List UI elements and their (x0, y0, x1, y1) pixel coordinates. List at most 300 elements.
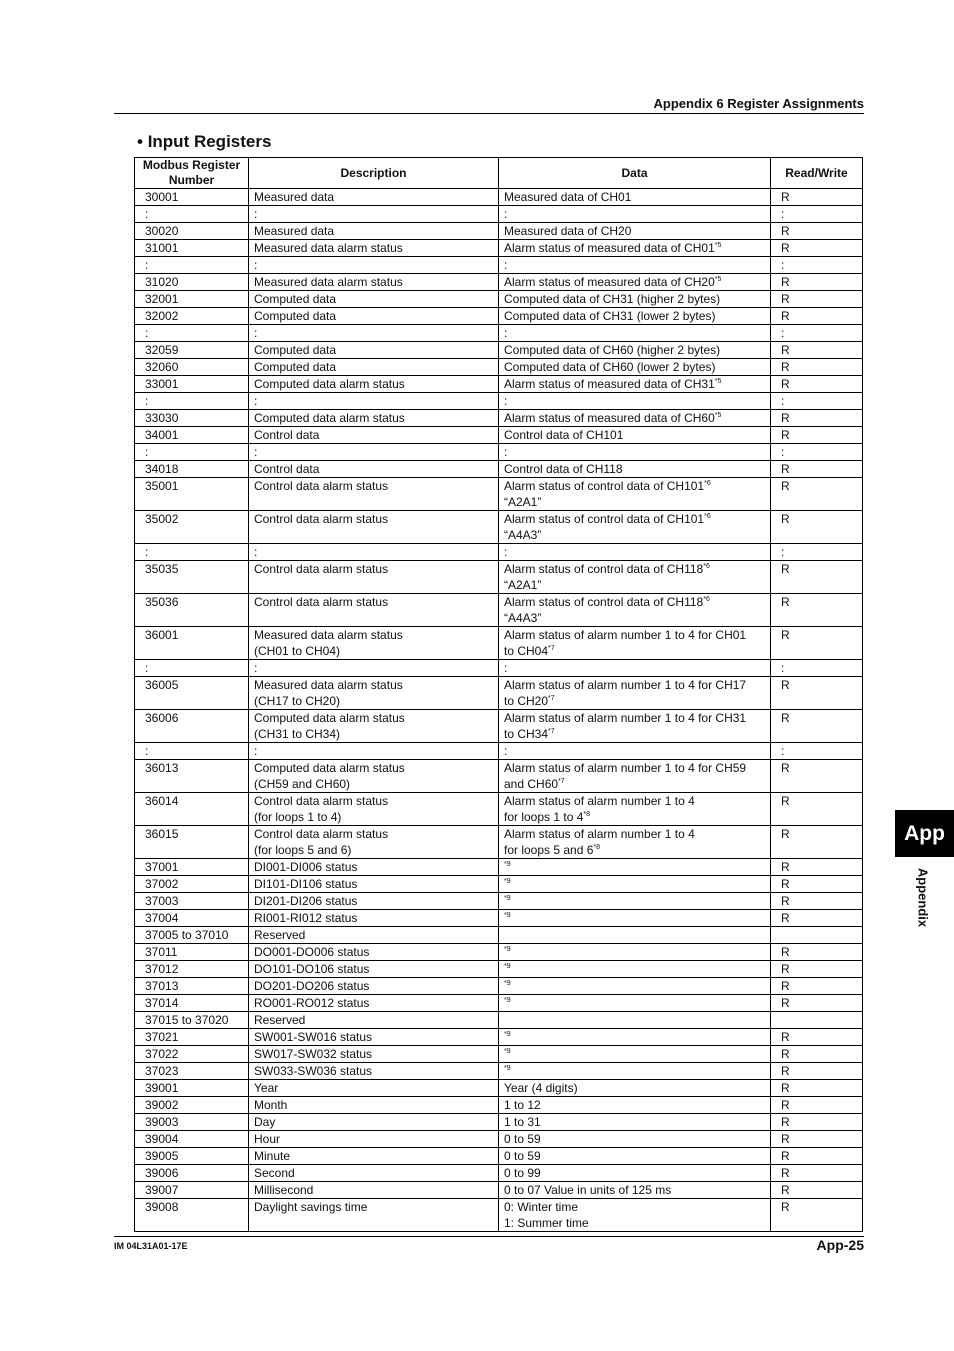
table-row (135, 274, 863, 291)
register-number-cell: 36014 (135, 793, 249, 826)
table-row (135, 461, 863, 478)
read-write-cell: : (771, 544, 863, 561)
data-cell (499, 1182, 771, 1199)
table-row (135, 410, 863, 427)
table-row (135, 677, 863, 710)
data-cell (499, 359, 771, 376)
data-line (504, 478, 765, 494)
data-line (504, 1080, 765, 1096)
description-cell (249, 325, 499, 342)
data-line-text: Alarm status of alarm number 1 to 4 (504, 794, 695, 808)
data-line (504, 809, 765, 825)
data-line (504, 643, 765, 659)
data-line-text: Alarm status of measured data of CH20 (504, 275, 715, 289)
data-line (504, 978, 765, 994)
description-line: DI101-DI106 status (254, 877, 358, 891)
footnote-ref: *9 (504, 1031, 511, 1038)
data-cell (499, 1148, 771, 1165)
data-line-text: Alarm status of alarm number 1 to 4 (504, 827, 695, 841)
register-number-cell: 34001 (135, 427, 249, 444)
data-line-text: : (504, 744, 508, 758)
table-row (135, 927, 863, 944)
data-line-text: Computed data of CH60 (higher 2 bytes) (504, 343, 721, 357)
data-cell (499, 511, 771, 544)
table-row (135, 826, 863, 859)
description-line: Control data (254, 462, 320, 476)
description-line: Measured data (254, 190, 335, 204)
footnote-ref: *7 (548, 728, 555, 735)
register-number-cell: : (135, 444, 249, 461)
register-number-cell: 35036 (135, 594, 249, 627)
description-line: Computed data (254, 343, 337, 357)
register-number-cell: : (135, 393, 249, 410)
read-write-cell: R (771, 1148, 863, 1165)
read-write-cell: R (771, 677, 863, 710)
read-write-cell: R (771, 274, 863, 291)
footnote-ref: *5 (714, 242, 722, 249)
description-line: Measured data (254, 224, 335, 238)
data-cell (499, 859, 771, 876)
data-line-text: to CH20 (504, 694, 549, 708)
data-line (504, 876, 765, 892)
data-cell (499, 1165, 771, 1182)
table-row (135, 257, 863, 274)
table-row (135, 1080, 863, 1097)
description-line: : (254, 326, 258, 340)
data-line (504, 240, 765, 256)
table-row (135, 961, 863, 978)
description-cell (249, 444, 499, 461)
data-line (504, 710, 765, 726)
register-number-cell: : (135, 325, 249, 342)
table-row (135, 393, 863, 410)
footnote-ref: *8 (583, 811, 591, 818)
description-line: : (254, 744, 258, 758)
data-cell (499, 1199, 771, 1232)
description-cell (249, 376, 499, 393)
register-number-cell: 30020 (135, 223, 249, 240)
register-number-cell: 37014 (135, 995, 249, 1012)
register-number-cell: 39004 (135, 1131, 249, 1148)
register-number-cell: 36005 (135, 677, 249, 710)
description-cell (249, 291, 499, 308)
data-cell (499, 189, 771, 206)
table-row (135, 660, 863, 677)
data-line-text: : (504, 394, 508, 408)
register-number-cell: 35001 (135, 478, 249, 511)
description-line: : (254, 258, 258, 272)
description-cell (249, 1097, 499, 1114)
footnote-ref: *9 (504, 912, 511, 919)
description-cell (249, 961, 499, 978)
read-write-cell: R (771, 793, 863, 826)
data-line-text: Year (4 digits) (504, 1081, 578, 1095)
description-cell (249, 544, 499, 561)
description-line: DO001-DO006 status (254, 945, 370, 959)
table-row (135, 544, 863, 561)
data-line (504, 461, 765, 477)
read-write-cell: R (771, 1131, 863, 1148)
description-line: Measured data alarm status (254, 275, 403, 289)
data-line (504, 893, 765, 909)
read-write-cell: : (771, 660, 863, 677)
read-write-cell: R (771, 561, 863, 594)
footnote-ref: *5 (714, 378, 722, 385)
data-cell (499, 478, 771, 511)
data-cell (499, 893, 771, 910)
data-cell (499, 627, 771, 660)
data-line (504, 944, 765, 960)
read-write-cell: R (771, 944, 863, 961)
data-line-text: 1 to 31 (504, 1115, 541, 1129)
description-line: Measured data alarm status (254, 628, 403, 642)
footnote-ref: *9 (504, 1065, 511, 1072)
register-number-cell: 36015 (135, 826, 249, 859)
data-cell (499, 342, 771, 359)
table-row (135, 308, 863, 325)
description-line: SW001-SW016 status (254, 1030, 373, 1044)
description-cell (249, 308, 499, 325)
description-cell (249, 1063, 499, 1080)
read-write-cell: R (771, 427, 863, 444)
description-line: (for loops 5 and 6) (254, 843, 352, 857)
register-number-cell: 36001 (135, 627, 249, 660)
data-line (504, 511, 765, 527)
data-cell (499, 978, 771, 995)
read-write-cell: R (771, 1097, 863, 1114)
footnote-ref: *9 (504, 980, 511, 987)
description-cell (249, 511, 499, 544)
register-number-cell: 37002 (135, 876, 249, 893)
table-row (135, 710, 863, 743)
data-cell (499, 1046, 771, 1063)
read-write-cell: R (771, 376, 863, 393)
table-row (135, 291, 863, 308)
table-row (135, 359, 863, 376)
data-line (504, 257, 765, 273)
description-line: Computed data (254, 360, 337, 374)
read-write-cell: R (771, 511, 863, 544)
description-line: : (254, 394, 258, 408)
data-line (504, 274, 765, 290)
data-cell (499, 944, 771, 961)
table-row (135, 743, 863, 760)
table-row (135, 427, 863, 444)
description-line: Computed data (254, 292, 337, 306)
description-cell (249, 1029, 499, 1046)
data-line-text: Alarm status of alarm number 1 to 4 for CH17 (504, 678, 747, 692)
data-line-text: Computed data of CH60 (lower 2 bytes) (504, 360, 716, 374)
table-row (135, 876, 863, 893)
description-line: DI001-DI006 status (254, 860, 358, 874)
data-line-text: 0 to 99 (504, 1166, 541, 1180)
data-line-text: Alarm status of control data of CH118 (504, 562, 704, 576)
data-line-text: Alarm status of alarm number 1 to 4 for CH31 (504, 711, 747, 725)
description-cell (249, 410, 499, 427)
register-number-cell: 35035 (135, 561, 249, 594)
read-write-cell: R (771, 1029, 863, 1046)
data-cell (499, 544, 771, 561)
description-cell (249, 461, 499, 478)
read-write-cell: : (771, 444, 863, 461)
table-row (135, 910, 863, 927)
register-number-cell: 33001 (135, 376, 249, 393)
data-line-text: 0 to 59 (504, 1132, 541, 1146)
table-row (135, 1199, 863, 1232)
description-line: Control data alarm status (254, 512, 389, 526)
data-line-text: Alarm status of measured data of CH60 (504, 411, 715, 425)
read-write-cell: R (771, 189, 863, 206)
description-cell (249, 1148, 499, 1165)
table-row (135, 342, 863, 359)
data-line (504, 760, 765, 776)
data-line-text: “A4A3” (504, 611, 542, 625)
description-cell (249, 594, 499, 627)
data-line (504, 793, 765, 809)
description-cell (249, 826, 499, 859)
table-row (135, 995, 863, 1012)
description-cell (249, 561, 499, 594)
bullet: • (137, 132, 143, 151)
description-line: (CH01 to CH04) (254, 644, 341, 658)
read-write-cell: R (771, 308, 863, 325)
table-row (135, 594, 863, 627)
description-line: Control data alarm status (254, 562, 389, 576)
description-cell (249, 223, 499, 240)
data-line (504, 1148, 765, 1164)
description-cell (249, 342, 499, 359)
data-line (504, 342, 765, 358)
table-row (135, 206, 863, 223)
read-write-cell: R (771, 1046, 863, 1063)
description-cell (249, 859, 499, 876)
description-cell (249, 995, 499, 1012)
register-number-cell: 37005 to 37010 (135, 927, 249, 944)
description-cell (249, 274, 499, 291)
data-line-text: Control data of CH101 (504, 428, 624, 442)
table-header-row (135, 158, 863, 189)
description-line: RI001-RI012 status (254, 911, 358, 925)
data-line-text: Measured data of CH01 (504, 190, 632, 204)
data-line (504, 627, 765, 643)
description-line: Measured data alarm status (254, 678, 403, 692)
data-line (504, 527, 765, 543)
read-write-cell: : (771, 325, 863, 342)
description-line: DO101-DO106 status (254, 962, 370, 976)
data-line-text: : (504, 661, 508, 675)
data-cell (499, 461, 771, 478)
description-cell (249, 927, 499, 944)
data-cell (499, 325, 771, 342)
description-line: Control data alarm status (254, 827, 389, 841)
read-write-cell: R (771, 291, 863, 308)
read-write-cell: R (771, 710, 863, 743)
footnote-ref: *7 (558, 778, 565, 785)
register-number-cell: 37015 to 37020 (135, 1012, 249, 1029)
description-line: Day (254, 1115, 276, 1129)
description-line: Control data alarm status (254, 794, 389, 808)
col-header-read-write: Read/Write (771, 158, 863, 189)
header-rule (114, 113, 864, 114)
footnote-ref: *9 (504, 963, 511, 970)
data-line-text: Alarm status of control data of CH101 (504, 512, 705, 526)
data-line (504, 726, 765, 742)
footnote-ref: *9 (504, 1048, 511, 1055)
data-line-text: “A4A3” (504, 528, 542, 542)
data-cell (499, 876, 771, 893)
data-line (504, 427, 765, 443)
description-cell (249, 978, 499, 995)
data-line (504, 325, 765, 341)
appendix-tab: App (895, 810, 954, 857)
description-line: : (254, 661, 258, 675)
data-cell (499, 793, 771, 826)
table-row (135, 1097, 863, 1114)
register-number-cell: 31020 (135, 274, 249, 291)
description-cell (249, 359, 499, 376)
description-cell (249, 427, 499, 444)
register-number-cell: 32001 (135, 291, 249, 308)
data-cell (499, 257, 771, 274)
register-number-cell: 32059 (135, 342, 249, 359)
data-cell (499, 1063, 771, 1080)
description-line: : (254, 445, 258, 459)
read-write-cell: : (771, 393, 863, 410)
data-line-text: and CH60 (504, 777, 559, 791)
table-row (135, 223, 863, 240)
data-cell (499, 274, 771, 291)
register-number-cell: 39005 (135, 1148, 249, 1165)
data-cell (499, 308, 771, 325)
description-line: SW033-SW036 status (254, 1064, 373, 1078)
data-line (504, 842, 765, 858)
table-row (135, 1012, 863, 1029)
read-write-cell: R (771, 627, 863, 660)
footnote-ref: *9 (504, 878, 511, 885)
data-line (504, 910, 765, 926)
description-line: Month (254, 1098, 288, 1112)
data-cell (499, 910, 771, 927)
description-line: (for loops 1 to 4) (254, 810, 342, 824)
table-row (135, 444, 863, 461)
description-cell (249, 1012, 499, 1029)
data-line (504, 393, 765, 409)
data-cell (499, 995, 771, 1012)
data-cell (499, 427, 771, 444)
description-cell (249, 1131, 499, 1148)
description-cell (249, 1199, 499, 1232)
read-write-cell: R (771, 223, 863, 240)
data-line-text: 0 to 59 (504, 1149, 541, 1163)
data-line-text: to CH04 (504, 644, 549, 658)
read-write-cell: R (771, 1165, 863, 1182)
running-head: Appendix 6 Register Assignments (653, 96, 864, 111)
data-line (504, 1215, 765, 1231)
read-write-cell (771, 927, 863, 944)
data-line (504, 1063, 765, 1079)
data-line (504, 693, 765, 709)
read-write-cell: R (771, 961, 863, 978)
footnote-ref: *9 (504, 946, 511, 953)
data-cell (499, 594, 771, 627)
data-line (504, 1114, 765, 1130)
data-line (504, 1131, 765, 1147)
data-line (504, 544, 765, 560)
data-line-text: Alarm status of measured data of CH31 (504, 377, 715, 391)
data-cell (499, 393, 771, 410)
table-row (135, 793, 863, 826)
footnote-ref: *5 (714, 276, 722, 283)
data-cell (499, 444, 771, 461)
appendix-vertical-label: Appendix (915, 867, 931, 928)
data-line (504, 308, 765, 324)
read-write-cell: R (771, 978, 863, 995)
data-line (504, 995, 765, 1011)
description-line: Computed data alarm status (254, 761, 405, 775)
register-number-cell: 33030 (135, 410, 249, 427)
data-line (504, 743, 765, 759)
table-row (135, 240, 863, 257)
description-cell (249, 760, 499, 793)
table-row (135, 893, 863, 910)
description-line: Year (254, 1081, 279, 1095)
read-write-cell: R (771, 594, 863, 627)
data-cell (499, 743, 771, 760)
data-line (504, 206, 765, 222)
data-cell (499, 223, 771, 240)
read-write-cell: R (771, 410, 863, 427)
register-number-cell: 37021 (135, 1029, 249, 1046)
section-title-text: Input Registers (147, 132, 272, 151)
description-line: Reserved (254, 1013, 306, 1027)
description-line: RO001-RO012 status (254, 996, 370, 1010)
data-line-text: Alarm status of control data of CH118 (504, 595, 704, 609)
description-line: Computed data alarm status (254, 377, 405, 391)
read-write-cell: : (771, 257, 863, 274)
data-cell (499, 961, 771, 978)
data-cell (499, 1080, 771, 1097)
data-cell (499, 710, 771, 743)
read-write-cell: R (771, 995, 863, 1012)
description-line: Minute (254, 1149, 291, 1163)
data-line (504, 1097, 765, 1113)
description-line: (CH17 to CH20) (254, 694, 341, 708)
read-write-cell: : (771, 206, 863, 223)
description-cell (249, 1046, 499, 1063)
data-line (504, 494, 765, 510)
register-number-cell: 39007 (135, 1182, 249, 1199)
data-line-text: 1: Summer time (504, 1216, 589, 1230)
footnote-ref: *7 (548, 695, 555, 702)
register-number-cell: 32060 (135, 359, 249, 376)
table-row (135, 189, 863, 206)
description-cell (249, 910, 499, 927)
data-cell (499, 660, 771, 677)
table-row (135, 1063, 863, 1080)
col-header-register-number: Modbus Register Number (135, 158, 249, 189)
data-line (504, 776, 765, 792)
read-write-cell: R (771, 760, 863, 793)
data-cell (499, 1097, 771, 1114)
data-cell (499, 291, 771, 308)
data-cell (499, 410, 771, 427)
data-cell (499, 376, 771, 393)
data-line-text: Alarm status of measured data of CH01 (504, 241, 715, 255)
data-cell (499, 1029, 771, 1046)
description-line: Control data alarm status (254, 595, 389, 609)
table-row (135, 1182, 863, 1199)
col-header-description: Description (249, 158, 499, 189)
